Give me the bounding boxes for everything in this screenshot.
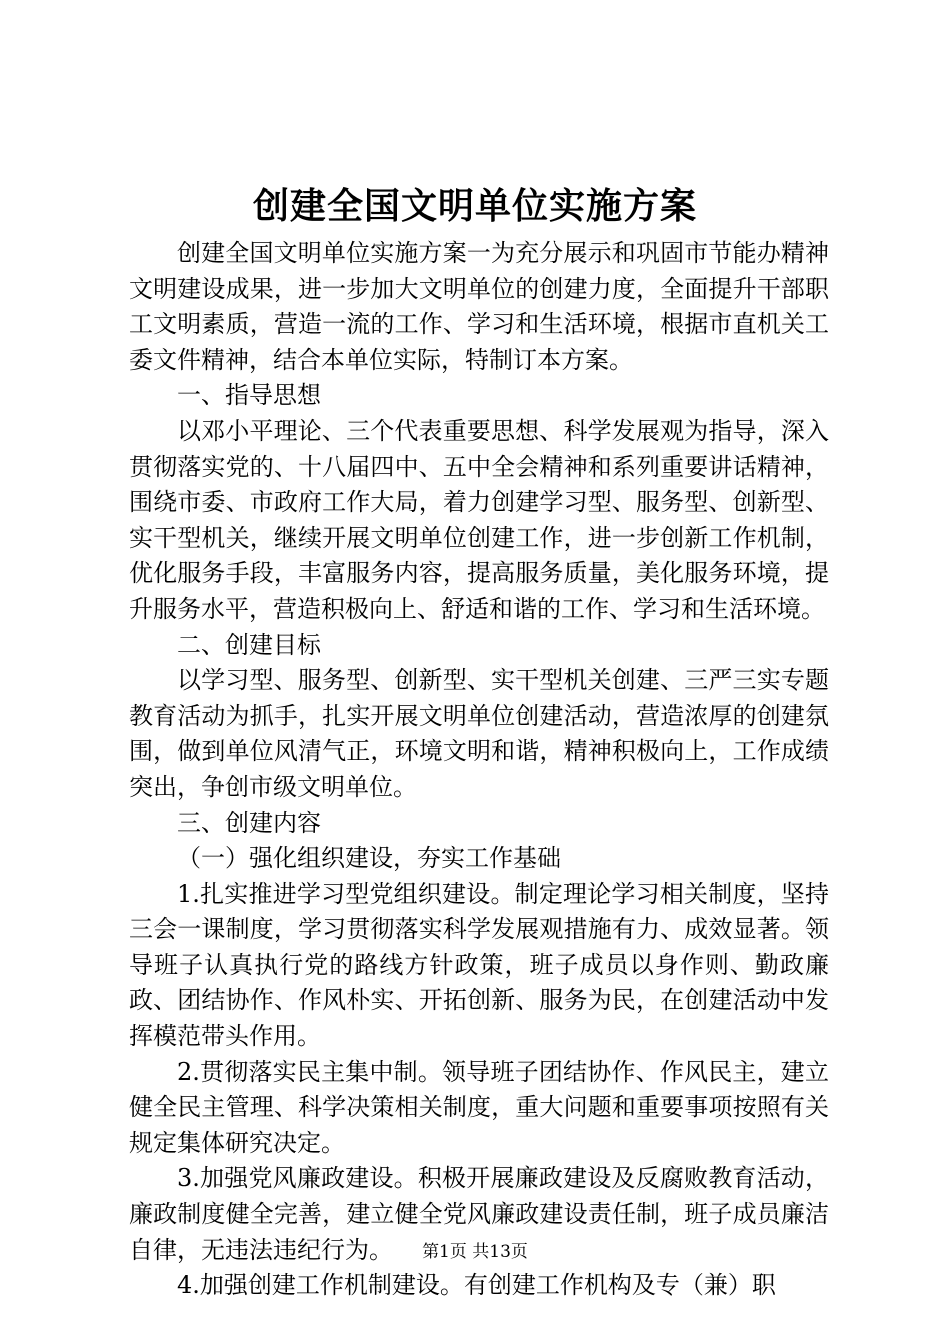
paragraph-item-3: 3.加强党风廉政建设。积极开展廉政建设及反腐败教育活动，廉政制度健全完善，建立健全党风廉政建设责任制，班子成员廉洁自律，无违法违纪行为。 — [129, 1164, 829, 1264]
heading-goals: 二、创建目标 — [177, 630, 321, 659]
page-number-footer: 第1页 共13页 — [422, 1242, 528, 1262]
subheading-organization: （一）强化组织建设，夯实工作基础 — [177, 844, 561, 873]
heading-guiding-ideology: 一、指导思想 — [177, 381, 321, 410]
paragraph-guiding-ideology: 以邓小平理论、三个代表重要思想、科学发展观为指导，深入贯彻落实党的、十八届四中、五中全会精神和系列重要讲话精神，围绕市委、市政府工作大局，着力创建学习型、服务型、创新型、实干型机关，继续开展文明单位创建工作，进一步创新工作机制，优化服务手段，丰富服务内容，提高服务质量，美化服务环境，提升服务水平，营造积极向上、舒适和谐的工作、学习和生活环境。 — [129, 416, 829, 623]
paragraph-goals: 以学习型、服务型、创新型、实干型机关创建、三严三实专题教育活动为抓手，扎实开展文明单位创建活动，营造浓厚的创建氛围，做到单位风清气正，环境文明和谐，精神积极向上，工作成绩突出，争创市级文明单位。 — [129, 666, 829, 801]
paragraph-intro: 创建全国文明单位实施方案一为充分展示和巩固市节能办精神文明建设成果，进一步加大文明单位的创建力度，全面提升干部职工文明素质，营造一流的工作、学习和生活环境，根据市直机关工委文件精神，结合本单位实际，特制订本方案。 — [129, 239, 829, 374]
document-title: 创建全国文明单位实施方案 — [252, 185, 697, 227]
paragraph-item-2: 2.贯彻落实民主集中制。领导班子团结协作、作风民主，建立健全民主管理、科学决策相关制度，重大问题和重要事项按照有关规定集体研究决定。 — [129, 1057, 829, 1157]
paragraph-item-1: 1.扎实推进学习型党组织建设。制定理论学习相关制度，坚持三会一课制度，学习贯彻落实科学发展观措施有力、成效显著。领导班子认真执行党的路线方针政策，班子成员以身作则、勤政廉政、团结协作、作风朴实、开拓创新、服务为民，在创建活动中发挥模范带头作用。 — [129, 879, 829, 1051]
paragraph-item-4: 4.加强创建工作机制建设。有创建工作机构及专（兼）职 — [177, 1271, 776, 1300]
document-body — [129, 236, 829, 1304]
heading-content: 三、创建内容 — [177, 808, 321, 837]
